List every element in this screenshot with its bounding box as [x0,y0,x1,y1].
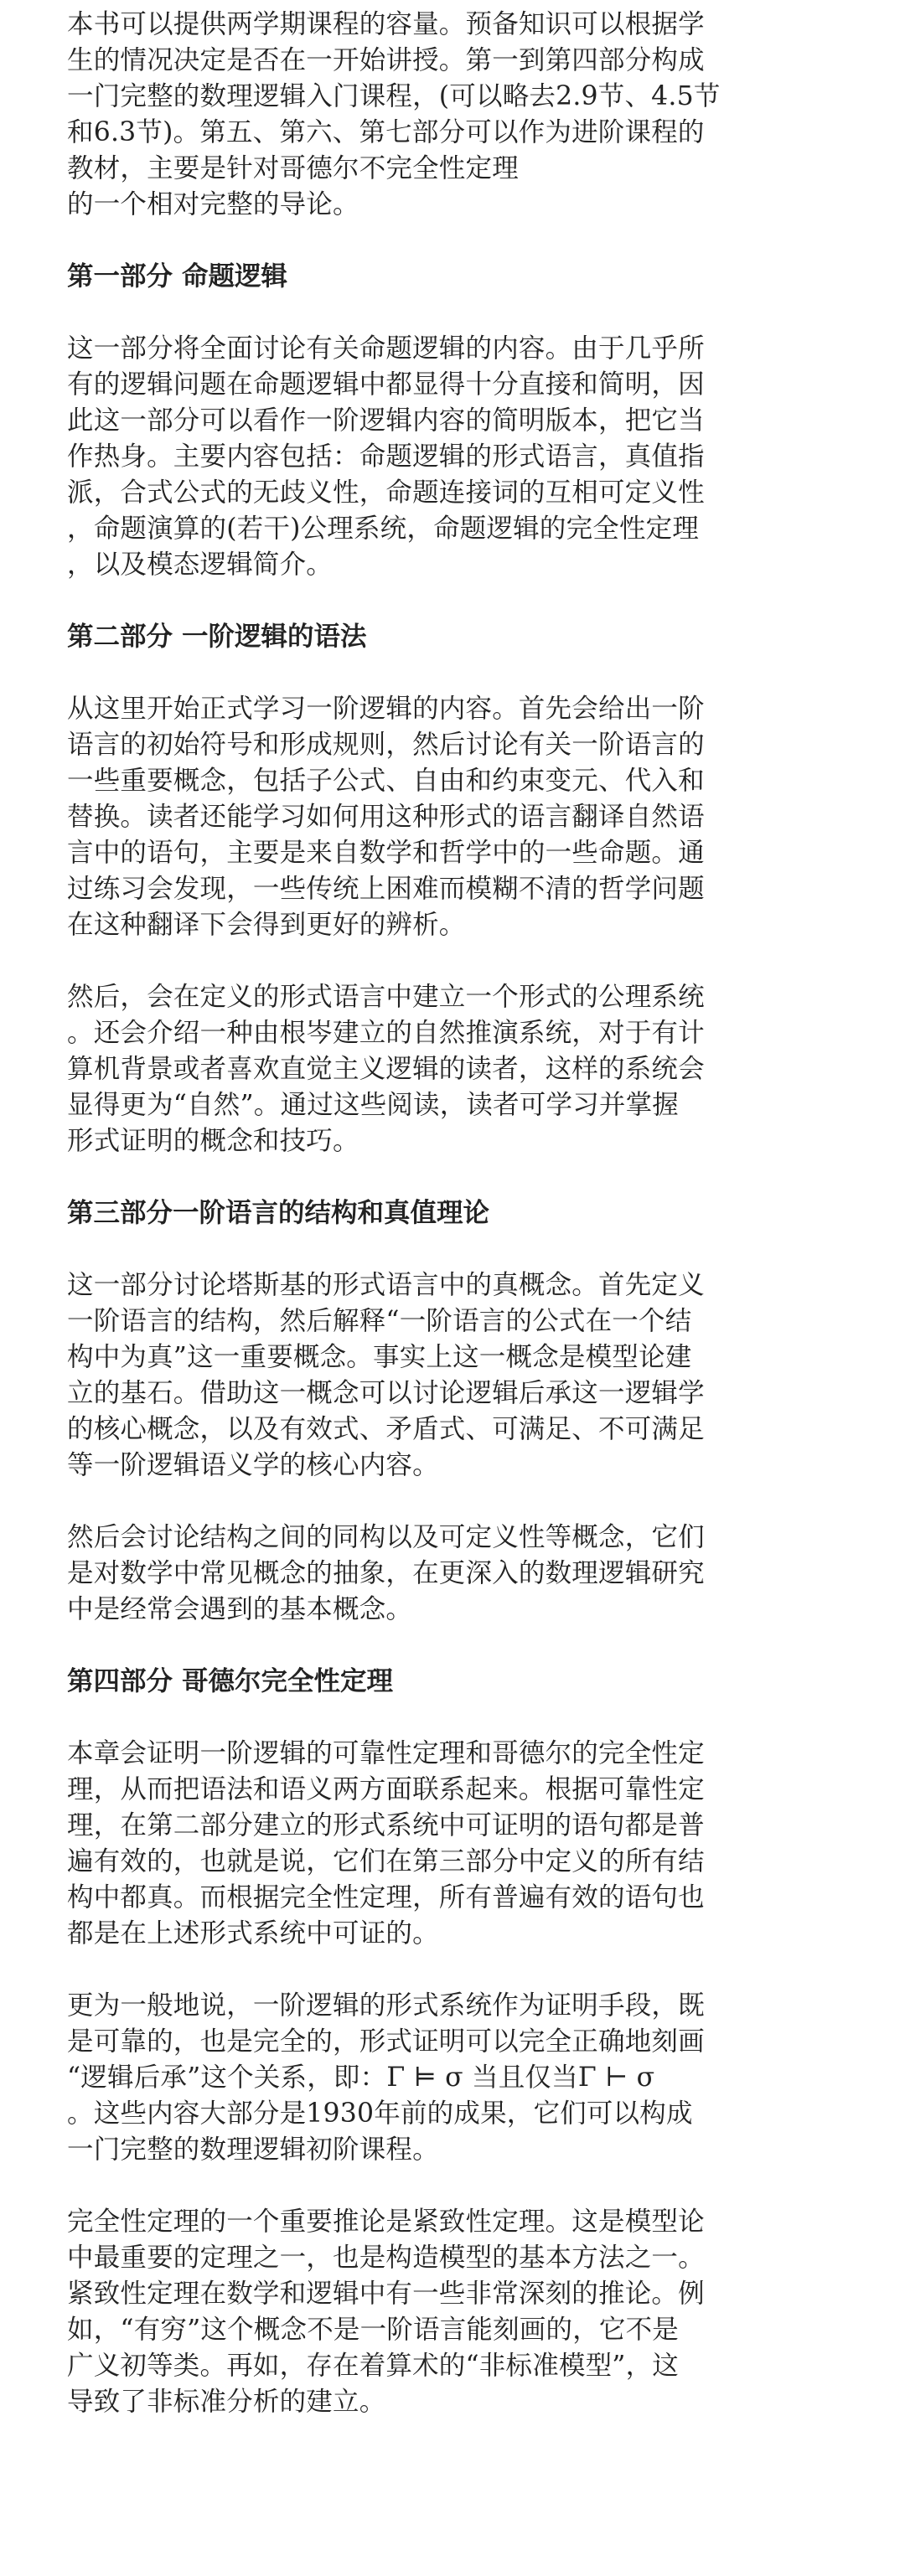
text-line: 等一阶逻辑语义学的核心内容。 [67,1450,439,1480]
text-line: 导致了非标准分析的建立。 [67,2387,386,2417]
text-line: 派，合式公式的无歧义性，命题连接词的互相可定义性 [67,478,705,508]
text-line: 替换。读者还能学习如何用这种形式的语言翻译自然语 [67,802,705,832]
text-line: ，以及模态逻辑简介。 [67,550,334,580]
text-line: 遍有效的，也就是说，它们在第三部分中定义的所有结 [67,1846,705,1877]
text-line: 立的基石。借助这一概念可以讨论逻辑后承这一逻辑学 [67,1378,705,1408]
text-line: 这一部分将全面讨论有关命题逻辑的内容。由于几乎所 [67,333,705,364]
text-line: 理，在第二部分建立的形式系统中可证明的语句都是普 [67,1810,705,1840]
part2-paragraph-1 [67,691,838,943]
text-line: 过练习会发现，一些传统上困难而模糊不清的哲学问题 [67,874,705,904]
text-line: 算机背景或者喜欢直觉主义逻辑的读者，这样的系统会 [67,1054,705,1084]
text-line: 言中的语句，主要是来自数学和哲学中的一些命题。通 [67,838,705,868]
text-line: 中最重要的定理之一，也是构造模型的基本方法之一。 [67,2243,705,2273]
formula-entails: Γ ⊨ σ [386,2062,463,2093]
text-line: 理，从而把语法和语义两方面联系起来。根据可靠性定 [67,1774,705,1804]
text-line: 从这里开始正式学习一阶逻辑的内容。首先会给出一阶 [67,694,705,724]
text-line: 本章会证明一阶逻辑的可靠性定理和哥德尔的完全性定 [67,1738,705,1768]
text-line: 和6.3节)。第五、第六、第七部分可以作为进阶课程的 [67,117,705,147]
text-line: 有的逻辑问题在命题逻辑中都显得十分直接和简明，因 [67,369,705,400]
text-line: 在这种翻译下会得到更好的辨析。 [67,910,466,940]
formula-proves: Γ ⊢ σ [577,2062,655,2093]
part1-paragraph [67,331,838,583]
text-line: 本书可以提供两学期课程的容量。预备知识可以根据学 [67,9,705,39]
text-line: 是可靠的，也是完全的，形式证明可以完全正确地刻画 [67,2026,705,2057]
text-line: 广义初等类。再如，存在着算术的“非标准模型”，这 [67,2351,680,2381]
text-line: 都是在上述形式系统中可证的。 [67,1918,439,1949]
text-line: 一门完整的数理逻辑初阶课程。 [67,2135,439,2165]
text-line: 然后会讨论结构之间的同构以及可定义性等概念，它们 [67,1522,705,1552]
section-heading-part1: 第一部分 命题逻辑 [67,261,287,292]
text-line: 这一部分讨论塔斯基的形式语言中的真概念。首先定义 [67,1270,705,1300]
text-line: 更为一般地说，一阶逻辑的形式系统作为证明手段，既 [67,1990,705,2021]
text-segment: “逻辑后承”这个关系，即： [67,2062,387,2093]
text-line: 教材，主要是针对哥德尔不完全性定理 [67,153,519,183]
intro-paragraph [67,7,838,223]
text-line: 生的情况决定是否在一开始讲授。第一到第四部分构成 [67,45,705,75]
part2-paragraph-2 [67,979,838,1159]
text-line: 是对数学中常见概念的抽象，在更深入的数理逻辑研究 [67,1558,705,1588]
section-heading-part2: 第二部分 一阶逻辑的语法 [67,622,367,652]
part4-paragraph-3 [67,2204,838,2420]
text-line: 一门完整的数理逻辑入门课程，(可以略去2.9节、4.5节 [67,81,721,111]
text-line: 。还会介绍一种由根岑建立的自然推演系统，对于有计 [67,1018,705,1048]
part3-paragraph-2 [67,1520,838,1628]
text-line-with-formula [67,2060,838,2096]
text-line: 的一个相对完整的导论。 [67,189,359,219]
text-line: 此这一部分可以看作一阶逻辑内容的简明版本，把它当 [67,405,705,436]
text-line: 紧致性定理在数学和逻辑中有一些非常深刻的推论。例 [67,2279,705,2309]
text-line: 形式证明的概念和技巧。 [67,1126,359,1156]
text-line: 构中都真。而根据完全性定理，所有普遍有效的语句也 [67,1882,705,1913]
text-line: 中是经常会遇到的基本概念。 [67,1594,413,1624]
part3-paragraph-1 [67,1267,838,1484]
text-line: 作热身。主要内容包括：命题逻辑的形式语言，真值指 [67,441,705,472]
section-heading-part4: 第四部分 哥德尔完全性定理 [67,1666,393,1696]
text-line: 然后，会在定义的形式语言中建立一个形式的公理系统 [67,982,705,1012]
text-line: 完全性定理的一个重要推论是紧致性定理。这是模型论 [67,2207,705,2237]
text-line: 构中为真”这一重要概念。事实上这一概念是模型论建 [67,1342,692,1372]
part4-paragraph-1 [67,1736,838,1952]
text-line: ，命题演算的(若干)公理系统，命题逻辑的完全性定理 [67,514,700,544]
text-line: 一些重要概念，包括子公式、自由和约束变元、代入和 [67,766,705,796]
text-line: 显得更为“自然”。通过这些阅读，读者可学习并掌握 [67,1090,680,1120]
text-line: 。这些内容大部分是1930年前的成果，它们可以构成 [67,2098,693,2129]
text-line: 的核心概念，以及有效式、矛盾式、可满足、不可满足 [67,1414,705,1444]
part4-paragraph-2 [67,1988,838,2168]
text-segment: 当且仅当 [463,2062,578,2093]
text-line: 一阶语言的结构，然后解释“一阶语言的公式在一个结 [67,1306,692,1336]
section-heading-part3: 第三部分一阶语言的结构和真值理论 [67,1198,490,1228]
text-line: 语言的初始符号和形成规则，然后讨论有关一阶语言的 [67,730,705,760]
text-line: 如，“有穷”这个概念不是一阶语言能刻画的，它不是 [67,2315,680,2345]
